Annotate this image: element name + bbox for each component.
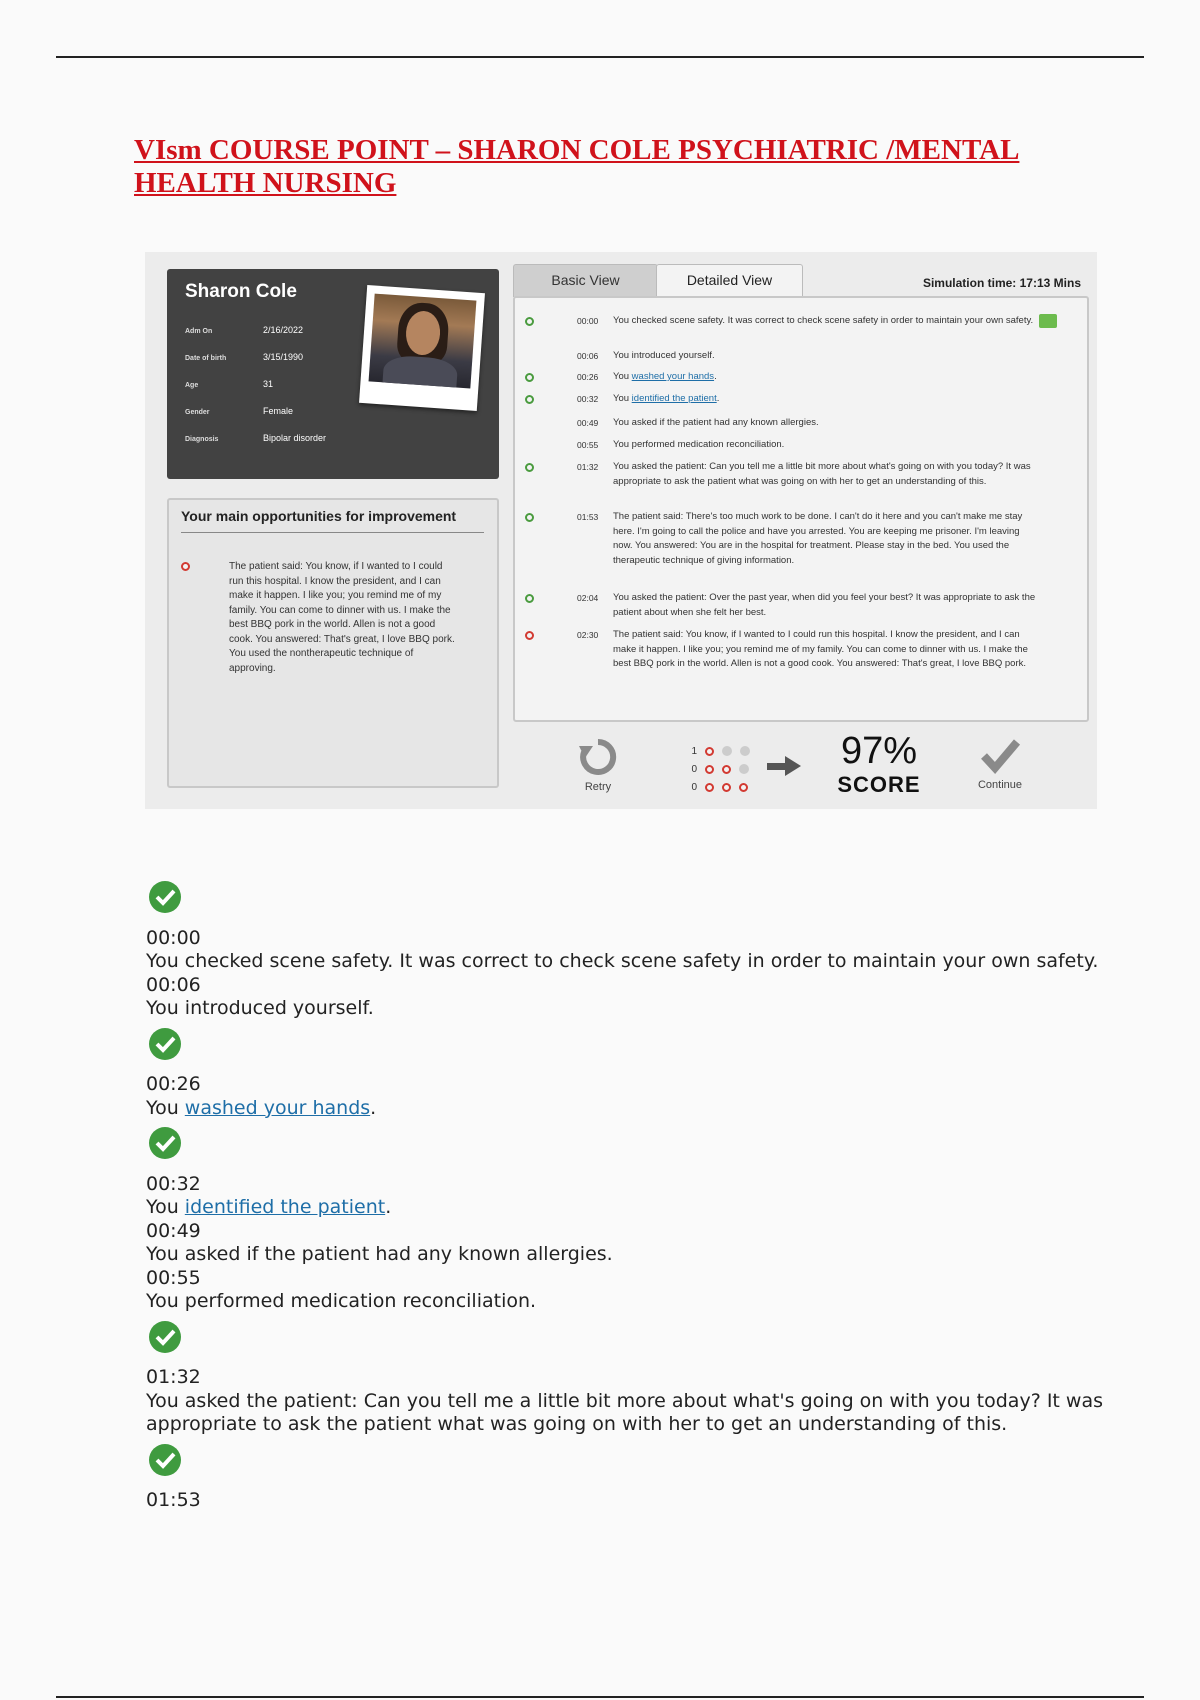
transcript-time: 00:00 — [146, 926, 201, 949]
transcript-text: You asked the patient: Can you tell me a little bit more about what's going on with you today? It was appropriate to ask the patient what was going on with her to get an understanding of this. — [146, 1389, 1103, 1435]
bottom-rule — [56, 1696, 1144, 1698]
check-icon — [525, 463, 534, 472]
patient-field: Age 31 — [185, 379, 274, 389]
results-bar — [513, 728, 1089, 804]
event-log[interactable]: 00:00 You checked scene safety. It was correct to check scene safety in order to maintain your own safety. 00:06 You introduced yourself. 00:26 You washed your hands. 00:32 You identified the patient. 00:49 You asked if the patient had any known allergies. 00:55 You performed medication reconciliation. 01:32 You asked the patient: Can you tell me a little bit more about what's going on with you today? It was appropriate to ask the patient what was going on with her to get an understanding of this. 01:53 The patient said: There's too much work to be done. I can't do it here and you can't make me stay here. I'm going to call the police and have you arrested. You are keeping me prisoner. I'm leaving now. You answered: You are in the hospital for treatment. Please stay in the bed. You used the therapeutic technique of giving information. 02:04 You asked the patient: Over the past year, when did you feel your best? It was appropriate to ask the patient about when she felt her best. 02:30 The patient said: You know, if I wanted to I could run this hospital. I know the president, and I can make it happen. I like you; you remind me of my family. You can come to dinner with us. I make the best BBQ pork in the world. Allen is not a good cook. You answered: That's great, I love BBQ pork. — [513, 296, 1089, 722]
transcript-time: 01:53 — [146, 1489, 201, 1511]
divider — [181, 532, 484, 533]
transcript-time: 00:49 — [146, 1219, 201, 1242]
check-icon — [525, 373, 534, 382]
score-display — [829, 730, 929, 798]
check-circle-icon — [148, 1443, 182, 1477]
transcript-time: 01:32 — [146, 1366, 201, 1388]
identified-patient-link[interactable]: identified the patient — [184, 1196, 386, 1218]
score-value: 97% — [840, 730, 918, 772]
washed-hands-link[interactable]: washed your hands — [184, 1096, 371, 1119]
patient-name: Sharon Cole — [185, 281, 297, 302]
patient-photo — [359, 285, 485, 411]
transcript-text: You checked scene safety. It was correct to check scene safety in order to maintain your own safety. — [146, 950, 1099, 972]
patient-field: Date of birth 3/15/1990 — [185, 352, 304, 362]
check-icon — [525, 594, 534, 603]
attempt-counts — [685, 742, 765, 796]
transcript-text: You washed your hands. — [146, 1096, 377, 1119]
note-icon[interactable] — [1039, 314, 1057, 328]
transcript-time: 00:06 — [146, 973, 201, 996]
patient-field: Gender Female — [185, 406, 294, 416]
transcript-time: 00:55 — [146, 1266, 201, 1289]
page-title: VIsm COURSE POINT – SHARON COLE PSYCHIATRIC /MENTAL HEALTH NURSING — [134, 134, 1020, 199]
transcript-text: You asked if the patient had any known allergies. — [146, 1243, 613, 1265]
check-icon — [525, 317, 534, 326]
transcript-time: 00:32 — [146, 1172, 201, 1195]
checkmark-icon — [979, 736, 1021, 776]
simulation-screenshot — [145, 252, 1097, 809]
patient-field: Diagnosis Bipolar disorder — [185, 433, 327, 443]
transcript-text: You introduced yourself. — [146, 997, 374, 1019]
tab-detailed-view[interactable]: Detailed View — [656, 264, 803, 297]
arrow-right-icon — [767, 756, 801, 776]
continue-label: Continue — [977, 779, 1023, 791]
transcript — [146, 874, 1106, 1513]
transcript-text: You performed medication reconciliation. — [146, 1290, 537, 1312]
simulation-time: Simulation time: 17:13 Mins — [922, 276, 1081, 290]
count-row: 0 — [685, 778, 765, 796]
transcript-text: You identified the patient. — [146, 1196, 392, 1218]
patient-card — [167, 269, 499, 479]
check-icon — [525, 395, 534, 404]
check-circle-icon — [148, 880, 182, 914]
check-icon — [525, 513, 534, 522]
check-circle-icon — [148, 1126, 182, 1160]
improvement-text: The patient said: You know, if I wanted to I could run this hospital. I know the president, and I can make it happen. I like you; you remind me of my family. You can come to dinner with us. I make the best BBQ pork in the world. Allen is not a good cook. You answered: That's great, I love BBQ pork. You used the nontherapeutic technique of approving. — [229, 561, 455, 674]
transcript-time: 00:26 — [146, 1073, 201, 1095]
improvement-title: Your main opportunities for improvement — [181, 508, 457, 524]
identified-patient-link[interactable]: identified the patient — [631, 393, 717, 404]
tab-basic-view[interactable]: Basic View — [513, 264, 658, 297]
washed-hands-link[interactable]: washed your hands — [631, 371, 715, 382]
retry-icon — [577, 736, 619, 778]
error-icon — [181, 562, 190, 571]
count-row: 1 — [685, 742, 765, 760]
top-rule — [56, 56, 1144, 58]
score-label: SCORE — [837, 772, 921, 797]
improvement-panel — [167, 498, 499, 788]
check-circle-icon — [148, 1027, 182, 1061]
continue-button[interactable] — [965, 736, 1035, 791]
check-circle-icon — [148, 1320, 182, 1354]
error-icon — [525, 631, 534, 640]
count-row: 0 — [685, 760, 765, 778]
retry-label: Retry — [584, 781, 612, 793]
retry-button[interactable] — [573, 736, 623, 793]
view-tabs — [513, 264, 1089, 298]
patient-field: Adm On 2/16/2022 — [185, 325, 304, 335]
